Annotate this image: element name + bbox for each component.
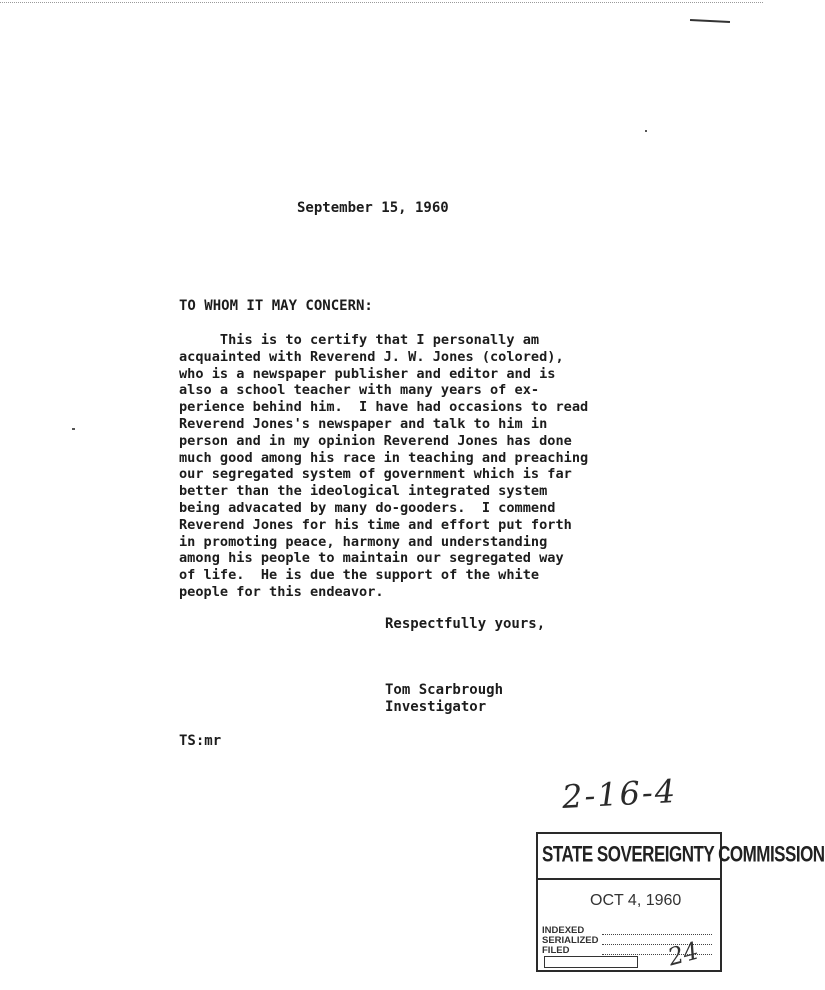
body-line: person and in my opinion Reverend Jones has done [179, 432, 572, 449]
letter-body [179, 332, 659, 601]
body-line: perience behind him. I have had occasions to read [179, 399, 589, 416]
body-line: of life. He is due the support of the white [179, 567, 540, 584]
paper-speck [72, 428, 75, 430]
stamp-handwritten-mark: 24 [664, 936, 702, 972]
stamp-box [544, 956, 638, 968]
body-line: better than the ideological integrated system [179, 483, 548, 500]
paper-speck [645, 130, 647, 132]
salutation: TO WHOM IT MAY CONCERN: [179, 298, 373, 314]
body-line: people for this endeavor. [179, 583, 384, 600]
body-line: much good among his race in teaching and preaching [179, 449, 589, 466]
stamp-label-indexed: INDEXED [542, 925, 585, 936]
stamp-label-serialized: SERIALIZED [542, 935, 599, 946]
stamp-label-filed: FILED [542, 945, 570, 956]
body-line: This is to certify that I personally am [179, 332, 540, 348]
stamp-header: STATE SOVEREIGNTY COMMISSION [542, 842, 825, 867]
letter-date: September 15, 1960 [297, 200, 449, 216]
body-line: who is a newspaper publisher and editor and is [179, 365, 556, 382]
body-line: in promoting peace, harmony and understanding [179, 533, 548, 550]
body-line: Reverend Jones's newspaper and talk to him in [179, 415, 548, 432]
typist-initials: TS:mr [179, 733, 222, 749]
body-line: also a school teacher with many years of ex- [179, 382, 540, 399]
handwritten-file-number: 2-16-4 [561, 772, 678, 816]
closing: Respectfully yours, [385, 616, 546, 632]
body-line: our segregated system of government which is far [179, 466, 572, 483]
top-border-line [0, 2, 763, 3]
stamp-date: OCT 4, 1960 [590, 892, 682, 909]
body-line: acquainted with Reverend J. W. Jones (colored), [179, 348, 564, 365]
body-line: among his people to maintain our segregated way [179, 550, 564, 567]
signer-title: Investigator [385, 699, 487, 715]
commission-stamp [536, 832, 825, 972]
signer-name: Tom Scarbrough [385, 682, 504, 698]
stamp-dotted-line [602, 934, 712, 935]
body-line: being advacated by many do-gooders. I commend [179, 499, 556, 516]
top-right-mark [690, 19, 730, 23]
stamp-divider [538, 878, 720, 880]
body-line: Reverend Jones for his time and effort put forth [179, 516, 572, 533]
